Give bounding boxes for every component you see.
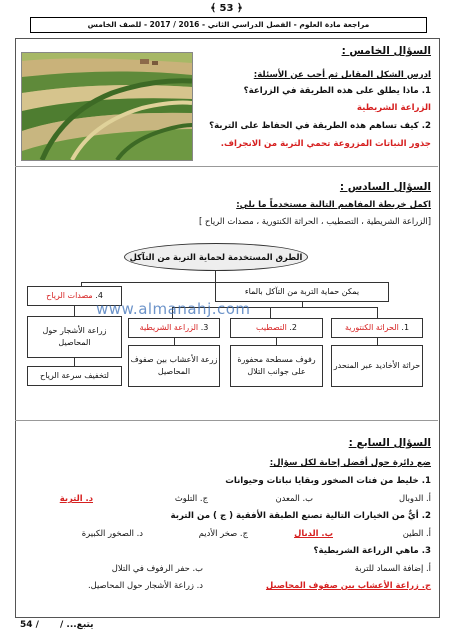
q7-item-2-option-c[interactable]: ج. صخر الأديم bbox=[198, 528, 248, 538]
map-branch-3-num: 3. bbox=[200, 323, 209, 332]
map-branch-3-box bbox=[128, 318, 220, 338]
map-branch-4-desc2-box bbox=[27, 366, 122, 386]
q7-item-2-question: 2. أيٌّ من الخيارات التالية تصنع الطبقة الأفقية ( ج ) من التربة bbox=[170, 511, 431, 521]
q7-item-1-option-b[interactable]: ب. المعدن bbox=[275, 493, 313, 503]
q6-instruction: اكمل خريطة المفاهيم التالية مستخدماً ما يلي: bbox=[236, 200, 431, 210]
page-header: مراجعة مادة العلوم - الفصل الدراسي الثاني - 2016 / 2017 - للصف الخامس bbox=[30, 17, 427, 33]
q5-title: السؤال الخامس : bbox=[341, 45, 431, 57]
connector bbox=[174, 338, 175, 345]
q7-title: السؤال السابع : bbox=[348, 437, 431, 449]
connector bbox=[276, 338, 277, 345]
map-branch-2-box bbox=[230, 318, 323, 338]
map-branch-1-num: 1. bbox=[401, 323, 410, 332]
q7-item-3-option-b[interactable]: ب. حفر الرفوف في التلال bbox=[111, 563, 203, 573]
footer-page-number: 54 / bbox=[20, 620, 39, 630]
section-divider-1 bbox=[15, 166, 438, 167]
q5-sub2-answer: جذور النباتات المزروعة تحمي التربة من الانجراف. bbox=[220, 139, 431, 149]
q7-instruction: ضع دائرة حول أفضل إجابة لكل سؤال: bbox=[269, 458, 431, 468]
connector bbox=[74, 358, 75, 366]
connector bbox=[81, 282, 215, 283]
map-root-label: الطرق المستخدمة لحماية التربة من التآكل bbox=[129, 251, 303, 262]
watermark: www.almanahj.com bbox=[96, 300, 251, 318]
map-branch-3-label: الزراعة الشريطية bbox=[139, 323, 199, 332]
map-branch-1-desc-box bbox=[331, 345, 423, 387]
map-branch-4-num: 4. bbox=[95, 291, 103, 300]
q7-item-3-option-a[interactable]: أ. إضافة السماد للتربة bbox=[354, 563, 431, 573]
connector bbox=[377, 307, 378, 318]
map-branch-1-box bbox=[331, 318, 423, 338]
q7-item-1-option-c[interactable]: ج. التلوث bbox=[174, 493, 208, 503]
q7-item-1-option-d[interactable]: د. التربة bbox=[59, 493, 93, 503]
connector bbox=[377, 338, 378, 345]
connector bbox=[270, 307, 271, 318]
map-branch-4-desc2: لتخفيف سرعة الرياح bbox=[40, 371, 109, 380]
section-divider-2 bbox=[15, 420, 438, 421]
q7-item-3-question: 3. ماهي الزراعة الشريطية؟ bbox=[313, 546, 431, 556]
q5-instruction: ادرس الشكل المقابل ثم أجب عن الأسئلة: bbox=[253, 70, 431, 80]
map-branch-2-label: التصطيب bbox=[255, 323, 287, 332]
map-branch-4-desc: زراعة الأشجار حول المحاصيل bbox=[42, 326, 107, 347]
footer-continue: يتبع... / bbox=[60, 620, 94, 630]
q5-sub2-question: 2. كيف تساهم هذه الطريقة في الحفاظ على التربة؟ bbox=[209, 121, 431, 131]
map-branch-3-desc: زرعة الأعشاب بين صفوف المحاصيل bbox=[130, 355, 218, 376]
q7-item-3-option-d[interactable]: د. زراعة الأشجار حول المحاصيل. bbox=[88, 580, 203, 590]
q5-sub1-question: 1. ماذا يطلق على هذه الطريقة في الزراعة؟ bbox=[243, 86, 431, 96]
q7-item-2-option-b[interactable]: ب. الدبال bbox=[294, 528, 333, 538]
map-branch-2-desc: رفوف مسطحة محفورة على جوانب التلال bbox=[237, 355, 316, 376]
map-center-label: يمكن حماية التربة من التآكل بالماء bbox=[244, 287, 360, 296]
map-branch-4-desc-box bbox=[27, 316, 122, 358]
q7-item-2-option-d[interactable]: د. الصخور الكبيرة bbox=[81, 528, 143, 538]
q6-title: السؤال السادس : bbox=[339, 181, 431, 193]
map-branch-2-desc-box bbox=[230, 345, 323, 387]
map-center-box bbox=[215, 282, 389, 302]
q7-item-3-option-c[interactable]: ج. زراعة الأعشاب بين صفوف المحاصيل bbox=[265, 580, 431, 590]
q5-sub1-answer: الزراعة الشريطية bbox=[356, 103, 431, 113]
connector bbox=[74, 306, 75, 316]
connector bbox=[215, 271, 216, 282]
q7-item-1-question: 1. خليط من فتات الصخور وبقايا نباتات وحيوانات bbox=[225, 476, 431, 486]
map-branch-1-desc: حراثة الأخاديد عبر المنحدر bbox=[333, 361, 421, 370]
strip-farming-photo bbox=[21, 52, 193, 161]
q6-word-bank: [الزراعة الشريطية ، التصطيب ، الحراثة الكنتورية ، مصدات الرياح ] bbox=[198, 216, 431, 226]
map-branch-1-label: الحراثة الكنتورية bbox=[344, 323, 399, 332]
map-root-oval bbox=[124, 243, 308, 271]
map-branch-3-desc-box bbox=[128, 345, 220, 387]
q7-item-2-option-a[interactable]: أ. الطين bbox=[402, 528, 431, 538]
q7-item-1-option-a[interactable]: أ. الدوبال bbox=[399, 493, 431, 503]
map-branch-4-label: مصدات الرياح bbox=[46, 291, 93, 300]
page-number-top: ﴾ 53 ﴿ bbox=[210, 3, 243, 14]
map-branch-2-num: 2. bbox=[289, 323, 298, 332]
